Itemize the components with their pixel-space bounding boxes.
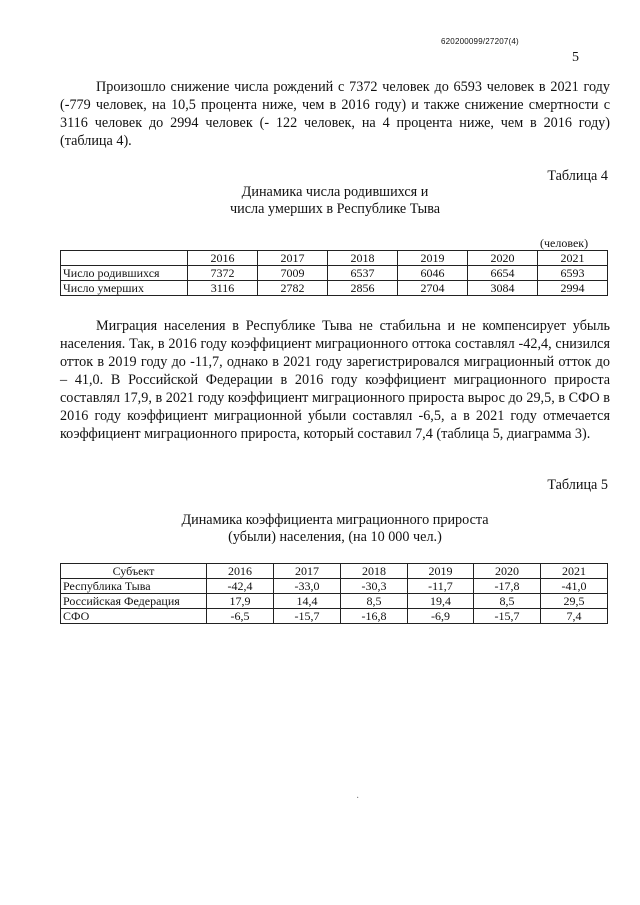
table4-title-line1: Динамика числа родившихся и <box>241 184 429 200</box>
table-header-cell: 2021 <box>540 564 607 579</box>
table-header-cell: 2016 <box>207 564 274 579</box>
table-row <box>61 609 608 624</box>
table5-migration <box>60 563 608 624</box>
table-row <box>61 579 608 594</box>
table-header-cell: 2016 <box>188 251 258 266</box>
table-cell: 3116 <box>188 281 258 296</box>
table-cell: 8,5 <box>340 594 407 609</box>
table-header-cell: 2020 <box>473 564 540 579</box>
table-header-cell: 2017 <box>258 251 328 266</box>
table-cell: 6654 <box>468 266 538 281</box>
table-cell: 2782 <box>258 281 328 296</box>
table-cell: 6537 <box>328 266 398 281</box>
table-cell: 7372 <box>188 266 258 281</box>
table-cell: -6,9 <box>407 609 473 624</box>
table-cell: 29,5 <box>540 594 607 609</box>
table-cell: 7009 <box>258 266 328 281</box>
table-cell: 19,4 <box>407 594 473 609</box>
table-header-row <box>61 251 608 266</box>
table-cell: 7,4 <box>540 609 607 624</box>
table-row-label: Республика Тыва <box>61 579 207 594</box>
table-header-cell: Субъект <box>61 564 207 579</box>
paragraph-migration: Миграция населения в Республике Тыва не стабильна и не компенсирует убыль населения. Так, в 2016 году коэффициент миграционного оттока составлял -42,4, снизился отток в 2019 году до -11,7, однако в 2021 году зарегистрировался миграционный отток до – 41,0. В Российской Федерации в 2016 году коэффициент миграционного прироста составлял 17,9, в 2021 году коэффициент миграционного прироста вырос до 29,5, в СФО в 2016 году коэффициент миграционной убыли составлял -6,5, а в 2021 году отмечается коэффициент миграционного прироста, который составил 7,4 (таблица 5, диаграмма 3). <box>60 318 610 442</box>
table-header-cell: 2020 <box>468 251 538 266</box>
table-row <box>61 281 608 296</box>
table4-title <box>60 184 610 218</box>
table-cell: 3084 <box>468 281 538 296</box>
table-cell: -30,3 <box>340 579 407 594</box>
table4-unit: (человек) <box>540 236 589 250</box>
table-cell: 2856 <box>328 281 398 296</box>
table-cell: 8,5 <box>473 594 540 609</box>
scan-mark: · <box>356 793 360 804</box>
table-row <box>61 266 608 281</box>
table-header-cell: 2018 <box>340 564 407 579</box>
table-cell: -16,8 <box>340 609 407 624</box>
document-id: 620200099/27207(4) <box>441 37 519 46</box>
table-header-cell: 2021 <box>538 251 608 266</box>
table-cell: -6,5 <box>207 609 274 624</box>
table5-label: Таблица 5 <box>547 477 608 493</box>
table-header-row <box>61 564 608 579</box>
table-header-cell: 2019 <box>398 251 468 266</box>
table4-title-line2: числа умерших в Республике Тыва <box>230 201 440 217</box>
table-cell: -17,8 <box>473 579 540 594</box>
table5-title-line1: Динамика коэффициента миграционного прироста <box>181 512 489 528</box>
table-header-cell: 2018 <box>328 251 398 266</box>
table-cell: -11,7 <box>407 579 473 594</box>
table-row-label: Число умерших <box>61 281 188 296</box>
table-header-cell: 2019 <box>407 564 473 579</box>
table-row-label: СФО <box>61 609 207 624</box>
table4-label: Таблица 4 <box>547 168 608 184</box>
table-row <box>61 594 608 609</box>
table-cell: -42,4 <box>207 579 274 594</box>
table5-title-line2: (убыли) населения, (на 10 000 чел.) <box>228 529 442 545</box>
table-cell: 6593 <box>538 266 608 281</box>
page-number: 5 <box>572 50 579 65</box>
table-row-label: Число родившихся <box>61 266 188 281</box>
table-cell: 14,4 <box>273 594 340 609</box>
table-cell: 2704 <box>398 281 468 296</box>
paragraph-births-deaths: Произошло снижение числа рождений с 7372 человек до 6593 человек в 2021 году (-779 человек, на 10,5 процента ниже, чем в 2016 году) и также снижение смертности с 3116 человек до 2994 человек (- 122 человек, на 4 процента ниже, чем в 2016 году) (таблица 4). <box>60 79 610 149</box>
table-cell: 17,9 <box>207 594 274 609</box>
table4-births-deaths <box>60 250 608 296</box>
table-cell: 2994 <box>538 281 608 296</box>
table-header-cell <box>61 251 188 266</box>
table-cell: -15,7 <box>273 609 340 624</box>
table-cell: -33,0 <box>273 579 340 594</box>
table-row-label: Российская Федерация <box>61 594 207 609</box>
table-cell: -41,0 <box>540 579 607 594</box>
table5-title <box>60 512 610 546</box>
table-cell: -15,7 <box>473 609 540 624</box>
table-header-cell: 2017 <box>273 564 340 579</box>
table-cell: 6046 <box>398 266 468 281</box>
